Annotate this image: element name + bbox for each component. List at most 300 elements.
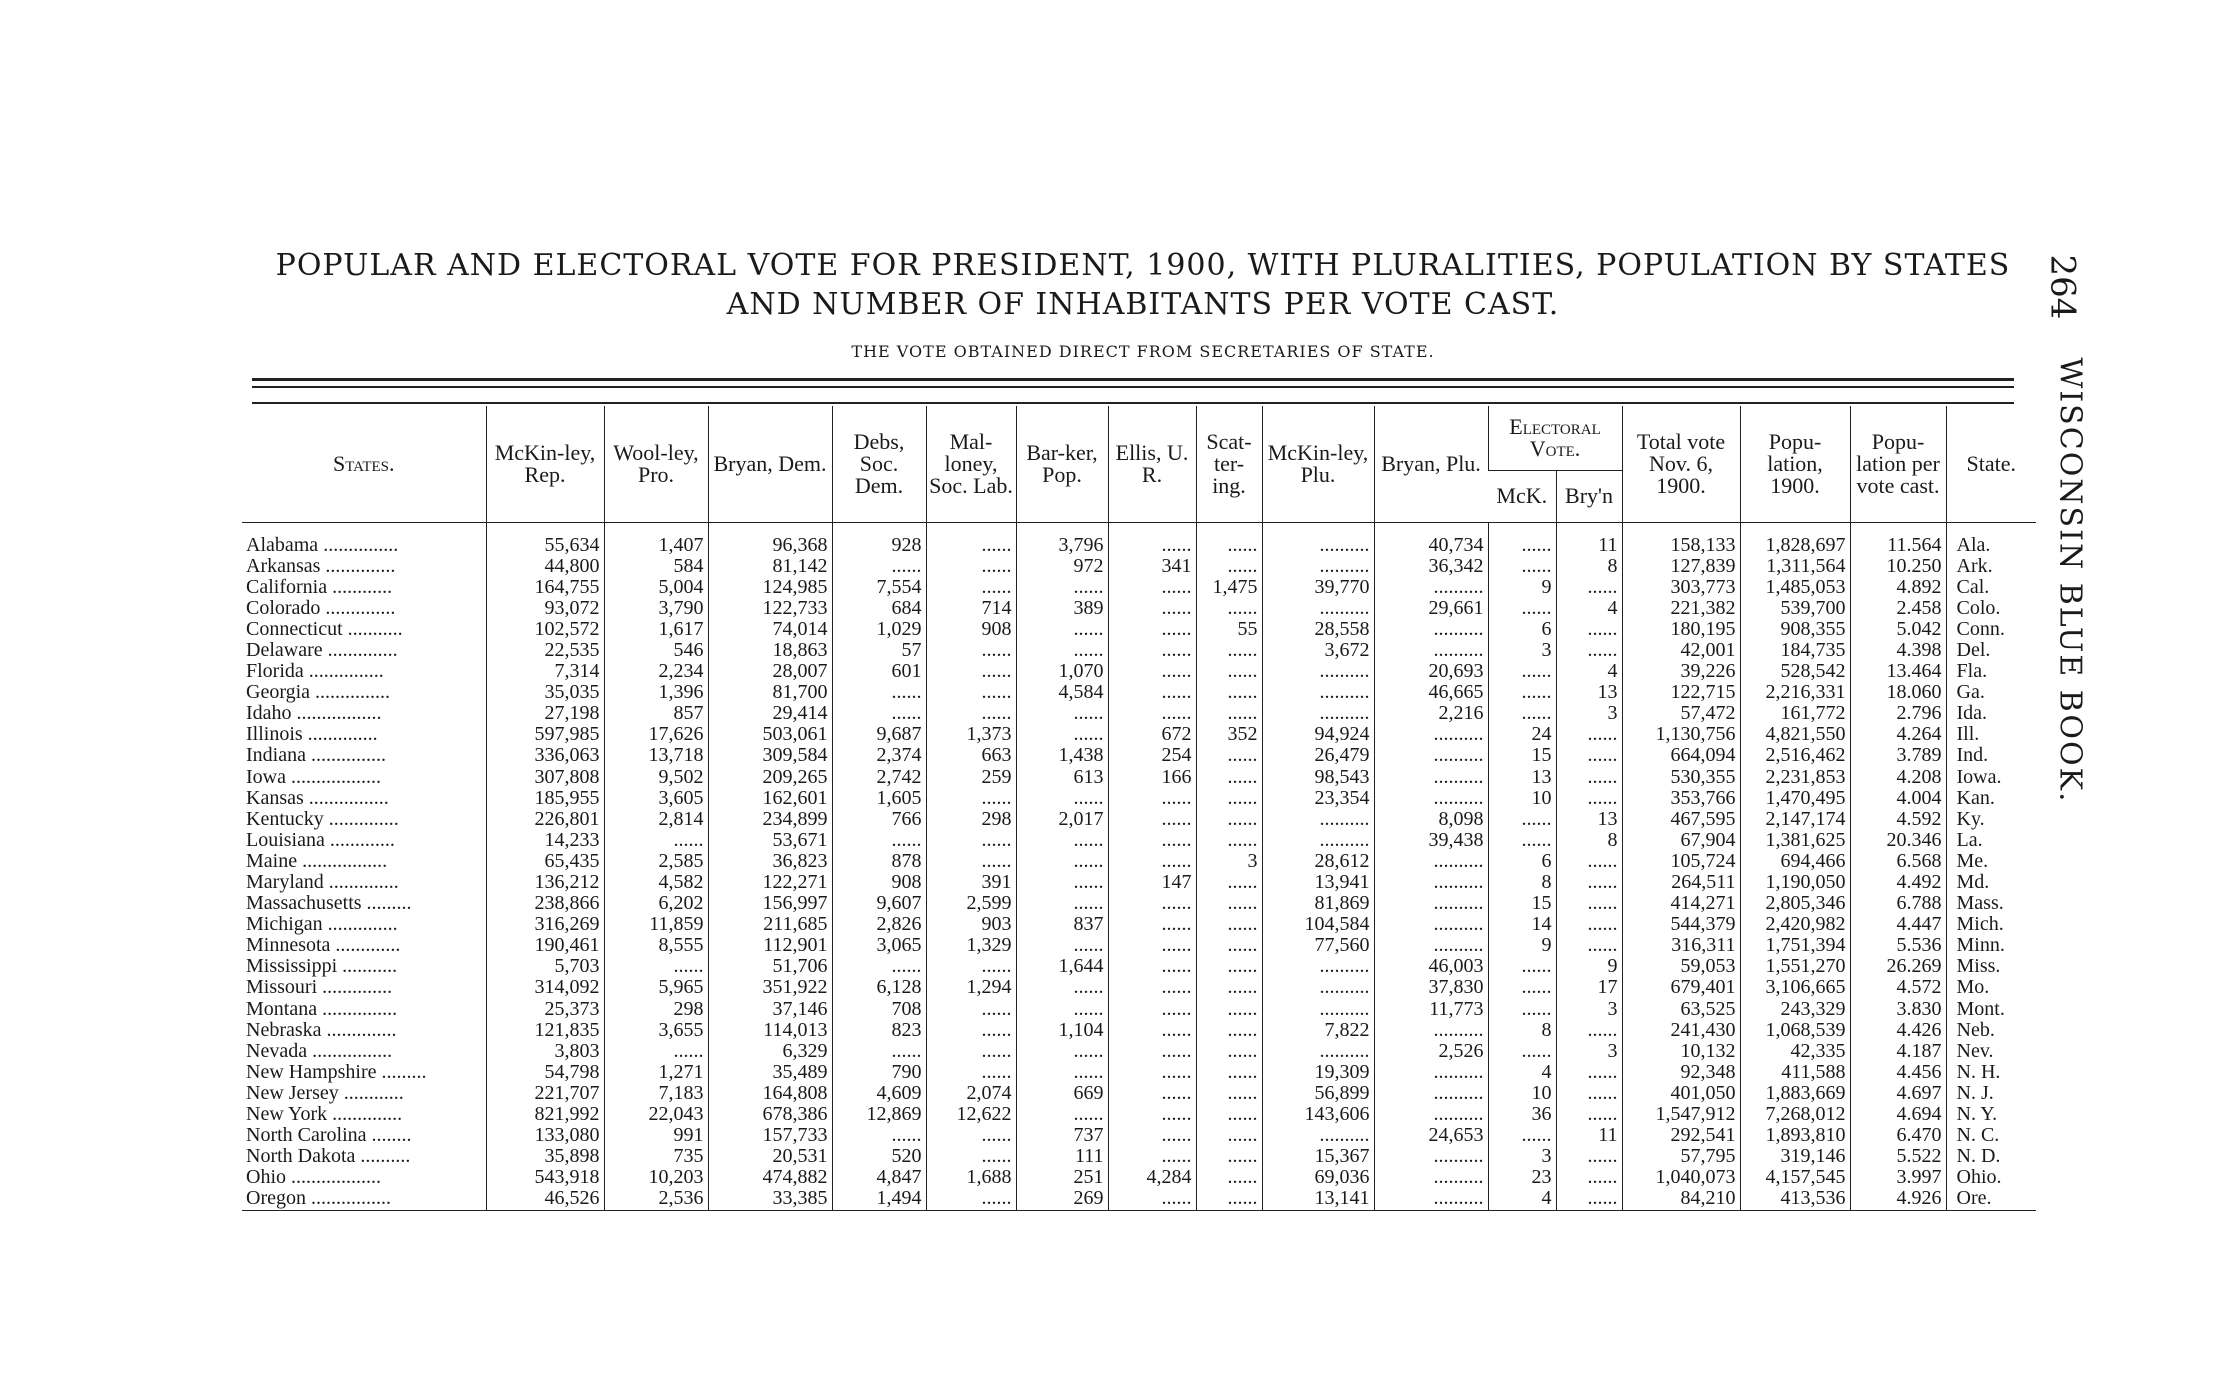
cell-population: 1,381,625	[1740, 830, 1850, 851]
cell-mckinley-rep: 46,526	[486, 1188, 604, 1210]
cell-mckinley-rep: 102,572	[486, 619, 604, 640]
cell-electoral-mck: 10	[1488, 788, 1556, 809]
cell-woolley-pro: 991	[604, 1125, 708, 1146]
cell-woolley-pro: 1,271	[604, 1062, 708, 1083]
cell-state-abbr: N. J.	[1946, 1083, 2036, 1104]
cell-mckinley-rep: 27,198	[486, 703, 604, 724]
table-row	[242, 1041, 2036, 1062]
cell-electoral-bryn: ......	[1556, 851, 1622, 872]
header-state-abbr: State.	[1946, 406, 2036, 522]
cell-mckinley-rep: 821,992	[486, 1104, 604, 1125]
cell-population: 2,805,346	[1740, 893, 1850, 914]
cell-bryan-plu: ..........	[1374, 1146, 1488, 1167]
cell-barker-pop: ......	[1016, 703, 1108, 724]
cell-total-vote: 127,839	[1622, 556, 1740, 577]
cell-state-abbr: Cal.	[1946, 577, 2036, 598]
cell-ellis-ur: 147	[1108, 872, 1196, 893]
cell-mckinley-plu: ..........	[1262, 809, 1374, 830]
cell-woolley-pro: ......	[604, 830, 708, 851]
cell-state-abbr: Ky.	[1946, 809, 2036, 830]
cell-total-vote: 180,195	[1622, 619, 1740, 640]
cell-pop-per-vote: 4.697	[1850, 1083, 1946, 1104]
cell-pop-per-vote: 6.470	[1850, 1125, 1946, 1146]
cell-bryan-plu: ..........	[1374, 893, 1488, 914]
cell-ellis-ur: 672	[1108, 724, 1196, 745]
cell-woolley-pro: 3,605	[604, 788, 708, 809]
cell-state-abbr: Ark.	[1946, 556, 2036, 577]
cell-debs-soc-dem: 928	[832, 522, 926, 556]
cell-scattering: ......	[1196, 556, 1262, 577]
cell-mckinley-plu: ..........	[1262, 703, 1374, 724]
cell-bryan-dem: 309,584	[708, 745, 832, 766]
cell-mckinley-plu: 56,899	[1262, 1083, 1374, 1104]
cell-state-name: Nevada ................	[246, 1040, 393, 1062]
table-row	[242, 1167, 2036, 1188]
cell-mckinley-plu: ..........	[1262, 682, 1374, 703]
cell-state-abbr: Nev.	[1946, 1041, 2036, 1062]
cell-population: 694,466	[1740, 851, 1850, 872]
cell-debs-soc-dem: 766	[832, 809, 926, 830]
cell-electoral-bryn: ......	[1556, 872, 1622, 893]
cell-woolley-pro: 5,965	[604, 977, 708, 998]
cell-total-vote: 241,430	[1622, 1020, 1740, 1041]
running-head-text: WISCONSIN BLUE BOOK.	[2052, 357, 2088, 804]
cell-malloney-soc-lab: ......	[926, 1020, 1016, 1041]
cell-electoral-mck: 3	[1488, 640, 1556, 661]
cell-woolley-pro: 1,407	[604, 522, 708, 556]
cell-woolley-pro: 4,582	[604, 872, 708, 893]
cell-electoral-bryn: ......	[1556, 1062, 1622, 1083]
cell-debs-soc-dem: ......	[832, 830, 926, 851]
cell-pop-per-vote: 4.398	[1850, 640, 1946, 661]
cell-state-name: Massachusetts .........	[246, 893, 412, 915]
cell-population: 2,231,853	[1740, 767, 1850, 788]
cell-bryan-dem: 209,265	[708, 767, 832, 788]
cell-state-abbr: Me.	[1946, 851, 2036, 872]
cell-state-name: Alabama ...............	[246, 533, 399, 556]
cell-pop-per-vote: 4.694	[1850, 1104, 1946, 1125]
cell-ellis-ur: ......	[1108, 682, 1196, 703]
cell-electoral-bryn: ......	[1556, 1167, 1622, 1188]
header-ellis-ur: Ellis, U. R.	[1108, 406, 1196, 522]
table-row	[242, 1020, 2036, 1041]
cell-electoral-mck: 24	[1488, 724, 1556, 745]
cell-total-vote: 544,379	[1622, 914, 1740, 935]
cell-total-vote: 84,210	[1622, 1188, 1740, 1210]
cell-bryan-plu: ..........	[1374, 914, 1488, 935]
cell-mckinley-plu: 15,367	[1262, 1146, 1374, 1167]
cell-pop-per-vote: 4.926	[1850, 1188, 1946, 1210]
cell-total-vote: 105,724	[1622, 851, 1740, 872]
cell-mckinley-rep: 54,798	[486, 1062, 604, 1083]
cell-bryan-dem: 156,997	[708, 893, 832, 914]
cell-bryan-dem: 81,142	[708, 556, 832, 577]
cell-bryan-dem: 122,271	[708, 872, 832, 893]
top-rule-thick	[252, 378, 2014, 381]
cell-malloney-soc-lab: ......	[926, 999, 1016, 1020]
cell-state-name: Iowa ..................	[246, 766, 381, 788]
cell-electoral-mck: 9	[1488, 935, 1556, 956]
cell-total-vote: 530,355	[1622, 767, 1740, 788]
page-subtitle: THE VOTE OBTAINED DIRECT FROM SECRETARIES OF STATE.	[851, 342, 1435, 361]
cell-debs-soc-dem: 7,554	[832, 577, 926, 598]
cell-electoral-bryn: 17	[1556, 977, 1622, 998]
cell-electoral-bryn: 11	[1556, 1125, 1622, 1146]
cell-ellis-ur: 341	[1108, 556, 1196, 577]
cell-bryan-dem: 211,685	[708, 914, 832, 935]
cell-electoral-bryn: 11	[1556, 522, 1622, 556]
cell-scattering: ......	[1196, 682, 1262, 703]
cell-scattering: 1,475	[1196, 577, 1262, 598]
cell-scattering: ......	[1196, 830, 1262, 851]
cell-mckinley-rep: 55,634	[486, 522, 604, 556]
cell-mckinley-plu: 13,141	[1262, 1188, 1374, 1210]
cell-ellis-ur: 254	[1108, 745, 1196, 766]
cell-woolley-pro: 11,859	[604, 914, 708, 935]
cell-electoral-mck: 4	[1488, 1188, 1556, 1210]
cell-electoral-bryn: ......	[1556, 788, 1622, 809]
cell-state-name: Delaware ..............	[246, 639, 398, 661]
table-row	[242, 745, 2036, 766]
cell-mckinley-plu: ..........	[1262, 956, 1374, 977]
cell-state-abbr: N. D.	[1946, 1146, 2036, 1167]
cell-barker-pop: ......	[1016, 1041, 1108, 1062]
cell-scattering: ......	[1196, 1146, 1262, 1167]
cell-scattering: ......	[1196, 1020, 1262, 1041]
cell-scattering: 3	[1196, 851, 1262, 872]
cell-state-name: Kentucky ..............	[246, 808, 399, 830]
cell-bryan-dem: 164,808	[708, 1083, 832, 1104]
cell-total-vote: 67,904	[1622, 830, 1740, 851]
cell-malloney-soc-lab: 1,373	[926, 724, 1016, 745]
cell-bryan-plu: ..........	[1374, 935, 1488, 956]
cell-state-name: Oregon ................	[242, 1188, 486, 1210]
cell-population: 1,068,539	[1740, 1020, 1850, 1041]
header-electoral-vote: Electoral Vote.	[1488, 406, 1622, 470]
cell-ellis-ur: ......	[1108, 1104, 1196, 1125]
cell-population: 161,772	[1740, 703, 1850, 724]
table-row	[242, 830, 2036, 851]
cell-bryan-dem: 18,863	[708, 640, 832, 661]
table-row	[242, 556, 2036, 577]
table-row	[242, 935, 2036, 956]
cell-mckinley-rep: 93,072	[486, 598, 604, 619]
cell-mckinley-rep: 238,866	[486, 893, 604, 914]
vote-table-body	[242, 522, 2036, 1210]
cell-state-name: New Hampshire .........	[246, 1061, 427, 1083]
cell-barker-pop: ......	[1016, 640, 1108, 661]
cell-electoral-bryn: ......	[1556, 577, 1622, 598]
cell-population: 1,190,050	[1740, 872, 1850, 893]
cell-ellis-ur: 166	[1108, 767, 1196, 788]
cell-woolley-pro: 2,234	[604, 661, 708, 682]
cell-bryan-dem: 37,146	[708, 999, 832, 1020]
cell-barker-pop: ......	[1016, 935, 1108, 956]
cell-electoral-bryn: ......	[1556, 914, 1622, 935]
cell-total-vote: 467,595	[1622, 809, 1740, 830]
cell-electoral-mck: 14	[1488, 914, 1556, 935]
cell-state-abbr: Ida.	[1946, 703, 2036, 724]
table-row	[242, 1062, 2036, 1083]
cell-population: 243,329	[1740, 999, 1850, 1020]
cell-bryan-plu: ..........	[1374, 1188, 1488, 1210]
cell-state-abbr: Ohio.	[1946, 1167, 2036, 1188]
cell-bryan-plu: ..........	[1374, 724, 1488, 745]
cell-mckinley-rep: 190,461	[486, 935, 604, 956]
cell-mckinley-rep: 22,535	[486, 640, 604, 661]
cell-scattering: ......	[1196, 598, 1262, 619]
cell-total-vote: 292,541	[1622, 1125, 1740, 1146]
cell-bryan-plu: ..........	[1374, 1104, 1488, 1125]
cell-ellis-ur: ......	[1108, 1188, 1196, 1210]
table-row	[242, 522, 2036, 556]
cell-barker-pop: 837	[1016, 914, 1108, 935]
cell-woolley-pro: 22,043	[604, 1104, 708, 1125]
cell-barker-pop: 389	[1016, 598, 1108, 619]
cell-pop-per-vote: 13.464	[1850, 661, 1946, 682]
cell-electoral-mck: ......	[1488, 1125, 1556, 1146]
cell-malloney-soc-lab: ......	[926, 661, 1016, 682]
cell-ellis-ur: ......	[1108, 956, 1196, 977]
cell-bryan-plu: 20,693	[1374, 661, 1488, 682]
cell-state-name: Minnesota .............	[246, 935, 401, 957]
cell-electoral-mck: 3	[1488, 1146, 1556, 1167]
cell-scattering: ......	[1196, 661, 1262, 682]
cell-bryan-plu: 2,526	[1374, 1041, 1488, 1062]
cell-mckinley-rep: 226,801	[486, 809, 604, 830]
cell-ellis-ur: ......	[1108, 830, 1196, 851]
cell-state-name: New York ..............	[246, 1104, 403, 1126]
cell-barker-pop: ......	[1016, 1062, 1108, 1083]
table-row	[242, 999, 2036, 1020]
cell-woolley-pro: 546	[604, 640, 708, 661]
cell-state-abbr: Colo.	[1946, 598, 2036, 619]
cell-ellis-ur: 4,284	[1108, 1167, 1196, 1188]
cell-woolley-pro: 10,203	[604, 1167, 708, 1188]
cell-scattering: ......	[1196, 788, 1262, 809]
cell-malloney-soc-lab: 908	[926, 619, 1016, 640]
cell-population: 7,268,012	[1740, 1104, 1850, 1125]
cell-electoral-bryn: 8	[1556, 556, 1622, 577]
cell-mckinley-rep: 3,803	[486, 1041, 604, 1062]
cell-bryan-dem: 474,882	[708, 1167, 832, 1188]
cell-scattering: 352	[1196, 724, 1262, 745]
cell-state-abbr: Iowa.	[1946, 767, 2036, 788]
cell-pop-per-vote: 6.568	[1850, 851, 1946, 872]
cell-mckinley-plu: ..........	[1262, 522, 1374, 556]
header-debs-soc-dem: Debs, Soc. Dem.	[832, 406, 926, 522]
page-title-line-2: AND NUMBER OF INHABITANTS PER VOTE CAST.	[726, 287, 1560, 322]
cell-state-abbr: Ga.	[1946, 682, 2036, 703]
cell-pop-per-vote: 4.492	[1850, 872, 1946, 893]
cell-debs-soc-dem: 601	[832, 661, 926, 682]
cell-barker-pop: ......	[1016, 788, 1108, 809]
cell-electoral-bryn: ......	[1556, 745, 1622, 766]
cell-bryan-plu: ..........	[1374, 640, 1488, 661]
cell-scattering: ......	[1196, 1062, 1262, 1083]
cell-bryan-plu: ..........	[1374, 577, 1488, 598]
cell-woolley-pro: 735	[604, 1146, 708, 1167]
cell-population: 1,828,697	[1740, 522, 1850, 556]
cell-barker-pop: 1,644	[1016, 956, 1108, 977]
cell-woolley-pro: 2,585	[604, 851, 708, 872]
cell-scattering: ......	[1196, 767, 1262, 788]
cell-bryan-plu: 40,734	[1374, 522, 1488, 556]
cell-electoral-bryn: 13	[1556, 682, 1622, 703]
cell-scattering: ......	[1196, 1125, 1262, 1146]
cell-pop-per-vote: 5.522	[1850, 1146, 1946, 1167]
cell-woolley-pro: 584	[604, 556, 708, 577]
cell-debs-soc-dem: 2,826	[832, 914, 926, 935]
cell-debs-soc-dem: 708	[832, 999, 926, 1020]
cell-mckinley-rep: 35,035	[486, 682, 604, 703]
table-row	[242, 619, 2036, 640]
running-head	[2050, 357, 2088, 804]
cell-state-abbr: N. H.	[1946, 1062, 2036, 1083]
table-row	[242, 767, 2036, 788]
cell-barker-pop: 1,070	[1016, 661, 1108, 682]
cell-bryan-dem: 114,013	[708, 1020, 832, 1041]
cell-state-name: Indiana ...............	[246, 745, 386, 767]
cell-mckinley-rep: 14,233	[486, 830, 604, 851]
cell-population: 184,735	[1740, 640, 1850, 661]
cell-barker-pop: ......	[1016, 619, 1108, 640]
cell-state-abbr: Kan.	[1946, 788, 2036, 809]
cell-ellis-ur: ......	[1108, 1020, 1196, 1041]
cell-mckinley-rep: 35,898	[486, 1146, 604, 1167]
table-row	[242, 1104, 2036, 1125]
header-mckinley-plu: McKin-ley, Plu.	[1262, 406, 1374, 522]
cell-malloney-soc-lab: ......	[926, 1062, 1016, 1083]
cell-malloney-soc-lab: 2,074	[926, 1083, 1016, 1104]
cell-pop-per-vote: 4.892	[1850, 577, 1946, 598]
cell-ellis-ur: ......	[1108, 522, 1196, 556]
header-bryan-dem: Bryan, Dem.	[708, 406, 832, 522]
cell-electoral-mck: 23	[1488, 1167, 1556, 1188]
header-rule	[252, 402, 2014, 404]
cell-barker-pop: 1,438	[1016, 745, 1108, 766]
cell-total-vote: 264,511	[1622, 872, 1740, 893]
cell-debs-soc-dem: 1,494	[832, 1188, 926, 1210]
cell-mckinley-rep: 597,985	[486, 724, 604, 745]
cell-total-vote: 1,130,756	[1622, 724, 1740, 745]
cell-ellis-ur: ......	[1108, 1083, 1196, 1104]
cell-bryan-plu: 39,438	[1374, 830, 1488, 851]
cell-electoral-mck: ......	[1488, 682, 1556, 703]
table-row	[242, 640, 2036, 661]
header-population: Popu-lation, 1900.	[1740, 406, 1850, 522]
header-electoral-bryn: Bry'n	[1556, 470, 1622, 522]
cell-scattering: 55	[1196, 619, 1262, 640]
cell-state-abbr: Mont.	[1946, 999, 2036, 1020]
cell-electoral-mck: 15	[1488, 893, 1556, 914]
cell-malloney-soc-lab: ......	[926, 851, 1016, 872]
cell-ellis-ur: ......	[1108, 598, 1196, 619]
cell-state-name: Illinois ..............	[246, 724, 378, 746]
cell-state-name: Ohio ..................	[246, 1167, 381, 1189]
cell-malloney-soc-lab: ......	[926, 640, 1016, 661]
cell-population: 2,147,174	[1740, 809, 1850, 830]
cell-woolley-pro: 1,617	[604, 619, 708, 640]
cell-population: 908,355	[1740, 619, 1850, 640]
cell-electoral-mck: 6	[1488, 851, 1556, 872]
cell-electoral-bryn: ......	[1556, 1188, 1622, 1210]
cell-state-abbr: Ala.	[1946, 522, 2036, 556]
table-row	[242, 851, 2036, 872]
cell-scattering: ......	[1196, 703, 1262, 724]
cell-population: 1,311,564	[1740, 556, 1850, 577]
cell-bryan-plu: ..........	[1374, 619, 1488, 640]
cell-mckinley-rep: 65,435	[486, 851, 604, 872]
cell-pop-per-vote: 4.264	[1850, 724, 1946, 745]
header-scattering: Scat-ter-ing.	[1196, 406, 1262, 522]
cell-scattering: ......	[1196, 1041, 1262, 1062]
cell-state-name: Georgia ...............	[246, 682, 391, 704]
cell-mckinley-plu: 28,558	[1262, 619, 1374, 640]
cell-total-vote: 122,715	[1622, 682, 1740, 703]
cell-debs-soc-dem: 908	[832, 872, 926, 893]
cell-debs-soc-dem: ......	[832, 682, 926, 703]
cell-pop-per-vote: 26.269	[1850, 956, 1946, 977]
cell-mckinley-rep: 25,373	[486, 999, 604, 1020]
cell-malloney-soc-lab: 298	[926, 809, 1016, 830]
cell-population: 1,551,270	[1740, 956, 1850, 977]
table-row	[242, 809, 2036, 830]
cell-scattering: ......	[1196, 977, 1262, 998]
cell-malloney-soc-lab: ......	[926, 956, 1016, 977]
cell-mckinley-rep: 7,314	[486, 661, 604, 682]
cell-barker-pop: ......	[1016, 893, 1108, 914]
cell-malloney-soc-lab: ......	[926, 522, 1016, 556]
cell-woolley-pro: 5,004	[604, 577, 708, 598]
cell-bryan-plu: 24,653	[1374, 1125, 1488, 1146]
cell-total-vote: 42,001	[1622, 640, 1740, 661]
table-row	[242, 577, 2036, 598]
header-mckinley-rep: McKin-ley, Rep.	[486, 406, 604, 522]
cell-mckinley-plu: ..........	[1262, 1041, 1374, 1062]
cell-scattering: ......	[1196, 872, 1262, 893]
cell-malloney-soc-lab: ......	[926, 556, 1016, 577]
cell-bryan-dem: 74,014	[708, 619, 832, 640]
table-row	[242, 1125, 2036, 1146]
cell-ellis-ur: ......	[1108, 788, 1196, 809]
header-total-vote: Total vote Nov. 6, 1900.	[1622, 406, 1740, 522]
cell-state-name: Montana ...............	[246, 998, 398, 1020]
cell-electoral-mck: ......	[1488, 830, 1556, 851]
cell-ellis-ur: ......	[1108, 1146, 1196, 1167]
table-row	[242, 956, 2036, 977]
cell-electoral-bryn: 3	[1556, 703, 1622, 724]
cell-state-name: Florida ...............	[246, 661, 384, 683]
cell-population: 42,335	[1740, 1041, 1850, 1062]
cell-pop-per-vote: 4.004	[1850, 788, 1946, 809]
cell-state-abbr: Mass.	[1946, 893, 2036, 914]
cell-scattering: ......	[1196, 956, 1262, 977]
cell-total-vote: 316,311	[1622, 935, 1740, 956]
cell-debs-soc-dem: ......	[832, 956, 926, 977]
cell-bryan-dem: 28,007	[708, 661, 832, 682]
cell-state-name: Maryland ..............	[246, 872, 399, 893]
cell-electoral-bryn: ......	[1556, 935, 1622, 956]
cell-state-abbr: Ore.	[1946, 1188, 2036, 1210]
cell-electoral-mck: ......	[1488, 977, 1556, 998]
cell-population: 2,216,331	[1740, 682, 1850, 703]
cell-bryan-dem: 96,368	[708, 522, 832, 556]
cell-barker-pop: ......	[1016, 830, 1108, 851]
cell-bryan-dem: 29,414	[708, 703, 832, 724]
cell-population: 4,821,550	[1740, 724, 1850, 745]
cell-electoral-mck: 13	[1488, 767, 1556, 788]
